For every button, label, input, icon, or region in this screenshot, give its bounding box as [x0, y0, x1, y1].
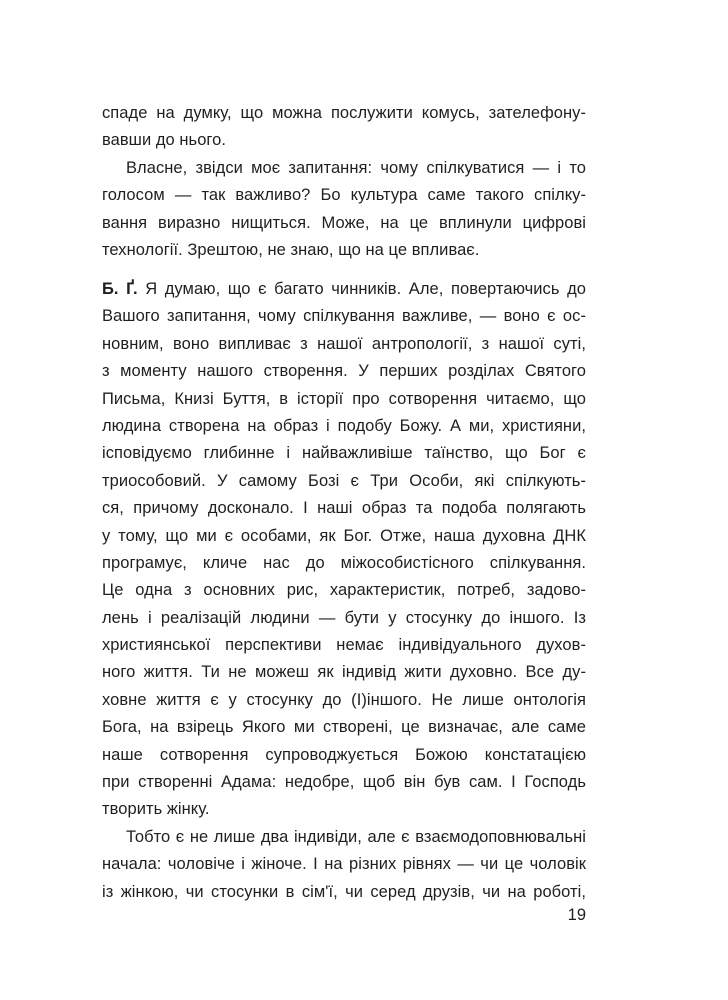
speaker-initials: Б. Ґ.: [102, 280, 138, 298]
text-line: лень і реалізацій людини — бути у стосунку до іншого. Із: [102, 608, 586, 627]
text-line: Власне, звідси моє запитання: чому спілкуватися — і то: [126, 158, 586, 177]
text-line: наше сотворення супроводжується Божою констатацією: [102, 745, 586, 764]
text-line: ного життя. Ти не можеш як індивід жити духовно. Все ду-: [102, 663, 586, 682]
text-line: Вашого запитання, чому спілкування важливе, — воно є ос-: [102, 307, 586, 326]
text-line: ся, причому досконало. І наші образ та подоба полягають: [102, 499, 586, 518]
text-line: людина створена на образ і подобу Божу. А ми, християни,: [102, 416, 586, 435]
text-line: Бога, на взірець Якого ми створені, це визначає, але саме: [102, 718, 586, 737]
text-line: вання виразно нищиться. Може, на це вплинули цифрові: [102, 213, 586, 232]
text-line: програмує, кличе нас до міжособистісного спілкування.: [102, 553, 586, 572]
text-line: християнської перспективи немає індивідуального духов-: [102, 636, 586, 655]
text-line: Це одна з основних рис, характеристик, потреб, задово-: [102, 581, 586, 600]
text-line: Тобто є не лише два індивіди, але є взаємодоповнювальні: [126, 827, 586, 846]
text-line: ховне життя є у стосунку до (І)іншого. Не лише онтологія: [102, 690, 586, 709]
text-line: при створенні Адама: недобре, щоб він був сам. І Господь: [102, 773, 586, 792]
text-line: з моменту нашого створення. У перших розділах Святого: [102, 362, 586, 381]
text-line: творить жінку.: [102, 800, 210, 819]
text-line: начала: чоловіче і жіноче. І на різних рівнях — чи це чоловік: [102, 855, 586, 874]
text-line: вавши до нього.: [102, 131, 227, 150]
text-line: голосом — так важливо? Бо культура саме такого спілку-: [102, 186, 586, 205]
text-line: [102, 276, 586, 303]
text-line: із жінкою, чи стосунки в сім'ї, чи серед друзів, чи на роботі,: [102, 882, 586, 901]
page-number: 19: [567, 906, 586, 924]
text-line: технології. Зрештою, не знаю, що на це впливає.: [102, 240, 480, 259]
answer-first-line: Я думаю, що є багато чинників. Але, повертаючись до: [137, 280, 586, 298]
text-line: спаде на думку, що можна послужити комусь, зателефону-: [102, 104, 586, 122]
text-line: триособовий. У самому Бозі є Три Особи, які спілкують-: [102, 471, 586, 490]
answer-text: [102, 276, 586, 906]
text-line: у тому, що ми є особами, як Бог. Отже, наша духовна ДНК: [102, 526, 586, 545]
text-line: ісповідуємо глибинне і найважливіше таїнство, що Бог є: [102, 444, 586, 463]
question-text: [102, 100, 586, 264]
text-line: Письма, Книзі Буття, в історії про сотворення читаємо, що: [102, 389, 586, 408]
text-line: новним, воно випливає з нашої антропології, з нашої суті,: [102, 334, 586, 353]
